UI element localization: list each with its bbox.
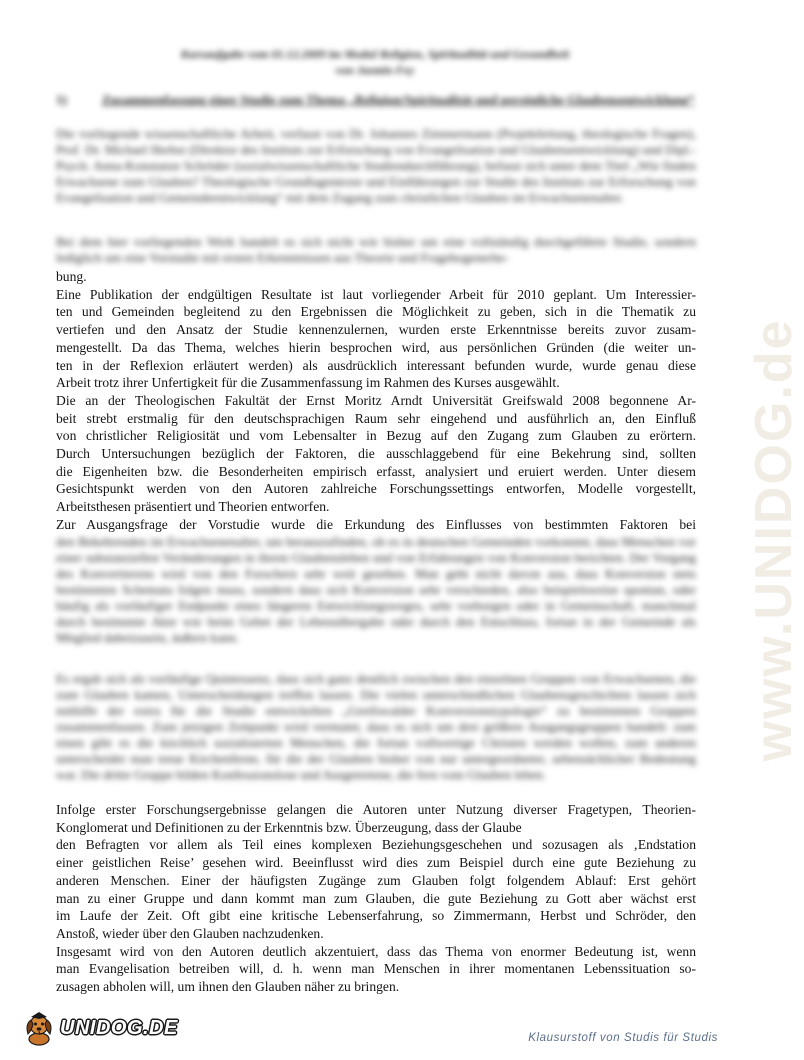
- text-line: beit strebt erstmalig für den deutschsprachigen Raum sehr eingehend und ausführlich an, den Einfluß: [56, 410, 696, 426]
- text-line: ten in der Reflexion erläutert werden) als ausdrücklich interessant befunden wurde, wurde genau diese: [56, 357, 696, 373]
- text-line: einer geistlichen Reise’ gesehen wird. Beeinflusst wird dies zum Beispiel durch eine gute Beziehung zu: [56, 855, 696, 871]
- text-line: Infolge erster Forschungsergebnisse gelangen die Autoren unter Nutzung diverser Fragetypen, Theorien-: [56, 802, 696, 817]
- blurred-paragraph-3: den Bekehrenden im Erwachsenenalter, um herauszufinden, ob es in deutschen Gemeinden vorkommt, dass Menschen vor einer substanziellen Veränderungen in ihrem Glaubensleben und von Erfahrungen von Konversion berichten. Der Vorgang des Konvertierens wird von den Forschern sehr weit gesehen. Man geht nicht davon aus, dass Konversion stets bestimmten Schemata folgen muss, sondern dass sich Konversion sehr verschieden, also beispielsweise spontan, oder häufig als vorläufiger Endpunkt eines längeren Entwicklungsweges, sehr vorborgen oder in Gemeinschaft, manchmal durch bestimmte Akte wie beim Gebet der Lebensübergabe oder durch den Entschluss, fortan in der Gemeinde als Mitglied dabeizusein, äußern kann.: [56, 534, 696, 645]
- text-line: Arbeitsthesen präsentiert und Theorien entworfen.: [56, 499, 330, 515]
- text-line: vertiefen und den Ansatz der Studie kennenzulernen, wurden erste Erkenntnisse bereits zuvor zusam-: [56, 322, 696, 338]
- text-line: den Befragten vor allem als Teil eines komplexen Beziehungsgeschehen und sozusagen als ‚Endstation: [56, 837, 696, 853]
- text-line: Arbeit trotz ihrer Unfertigkeit für die Zusammenfassung im Rahmen des Kurses ausgewählt.: [56, 375, 560, 391]
- text-line: Zur Ausgangsfrage der Vorstudie wurde die Erkundung des Einflusses von bestimmten Faktoren bei: [56, 516, 696, 532]
- text-line: Insgesamt wird von den Autoren deutlich akzentuiert, dass das Thema von enormer Bedeutung ist, wenn: [56, 943, 696, 959]
- text-line: man zu einer Gruppe und dann kommt man zum Glauben, die gute Beziehung zu Gott aber wächst erst: [56, 890, 696, 906]
- text-line: Anstoß, wieder über den Glauben nachzudenken.: [56, 925, 324, 941]
- text-line: die Eigenheiten bzw. die Besonderheiten empirisch erfasst, analysiert und eruiert werden. Unter diesem: [56, 463, 696, 479]
- text-line: Die an der Theologischen Fakultät der Ernst Moritz Arndt Universität Greifswald 2008 begonnene Ar-: [56, 392, 696, 408]
- text-line: Eine Publikation der endgültigen Resultate ist laut vorliegender Arbeit für 2010 geplant. Um Interessier-: [56, 286, 696, 302]
- section-title: Zusammenfassung einer Studie zum Thema „Religion/Spiritualität und persönliche Glaubensentwicklung“: [102, 92, 695, 107]
- text-line: Konglomerat und Definitionen zu der Erkenntnis bzw. Überzeugung, dass der Glaube: [56, 819, 522, 835]
- section-heading: [56, 92, 696, 108]
- site-watermark: www.UNIDOG.de: [745, 318, 803, 762]
- text-line: anderen Menschen. Einer der häufigsten Zugänge zum Glauben folgt folgendem Ablauf: Erst gehört: [56, 872, 696, 888]
- header-title: Kursaufgabe vom 01.12.2009 im Modul Religion, Spiritualität und Gesundheit: [180, 47, 570, 61]
- text-line: Durch Untersuchungen bezüglich der Faktoren, die ausschlaggebend für eine Bekehrung sind, sollten: [56, 446, 696, 461]
- text-line: Gesichtspunkt werden von den Autoren zahlreiche Forschungssettings entworfen, Modelle vorgestellt,: [56, 481, 696, 497]
- text-line: ten und Gemeinden begleitend zu den Ergebnissen die Möglichkeit zu geben, sich in die Thematik zu: [56, 304, 696, 320]
- text-line: von christlicher Religiosität und vom Lebensalter in Bezug auf den Zugang zum Glauben zu erörtern.: [56, 428, 696, 444]
- dog-mascot-icon: [22, 1010, 56, 1046]
- page-header: [0, 46, 750, 78]
- text-line: man Evangelisation betreiben will, d. h. wenn man Menschen in ihrer momentanen Lebenssituation so-: [56, 961, 696, 977]
- logo-text: UNIDOG.DE: [60, 1016, 178, 1039]
- text-line: im Laufe der Zeit. Oft gibt eine kritische Lebenserfahrung, so Zimmermann, Herbst und Schröder, den: [56, 908, 696, 924]
- section-number: 1): [56, 92, 67, 107]
- footer-tagline: Klausurstoff von Studis für Studis: [528, 1032, 718, 1044]
- blurred-paragraph-2: Bei dem hier vorliegenden Werk handelt es sich nicht wie bisher um eine vollständig durchgeführte Studie, sondern lediglich um eine Vorstudie mit ersten Erkenntnissen aus Theorie und Fragebogenerhe-: [56, 234, 696, 265]
- text-line: mengestellt. Da das Thema, welches hierin besprochen wird, aus persönlichen Gründen (die weiter un-: [56, 339, 696, 355]
- blurred-paragraph-1: Die vorliegende wissenschaftliche Arbeit, verfasst von Dr. Johannes Zimmermann (Projektleitung, theologische Fragen), Prof. Dr. Michael Herbst (Direktor des Instituts zur Erforschung von Evangelisation und Glaubensentwicklung) und Dipl.-Psych. Anna-Konstanze Schröder (sozialwissenschaftliche Studiendurchführung), befasst sich unter dem Titel „Wie finden Erwachsene zum Glauben? Theologische Grundlagentexte und Einführungen zur Studie des Instituts zur Erforschung von Evangelisation und Gemeindeentwicklung“ mit dem Zugang zum christlichen Glauben im Erwachsenenalter.: [56, 126, 696, 205]
- text-line: bung.: [56, 269, 87, 284]
- unidog-logo[interactable]: [22, 1010, 178, 1046]
- text-line: zusagen abholen will, um ihnen den Glauben näher zu bringen.: [56, 979, 400, 994]
- blurred-paragraph-4: Es ergab sich als vorläufige Quintessenz, dass sich ganz deutlich zwischen den einzelnen Gruppen von Erwachsenen, die zum Glauben kamen, Unterscheidungen treffen lassen. Die vielen unterschiedlichen Glaubensgeschichten lassen sich mithilfe der extra für die Studie entwickelten „Greifswalder Konversionstypologie“ zu bestimmten Gruppen zusammenfassen. Zum jetzigen Zeitpunkt wird vermutet, dass es sich um drei größere Ausgangsgruppen handelt: zum einen gibt es die kirchlich sozialisierten Menschen, die fortan vollwertige Christen werden wollen, zum anderen unterscheidet man treue Kirchenferne, für die der Glauben bisher von nur untergeordneter, sebensächlicher Bedeutung war. Die dritte Gruppe bilden Konfessionslose und Ausgetretene, die fern vom Glauben leben.: [56, 671, 696, 782]
- header-author: von Jasmin Fey: [335, 63, 415, 77]
